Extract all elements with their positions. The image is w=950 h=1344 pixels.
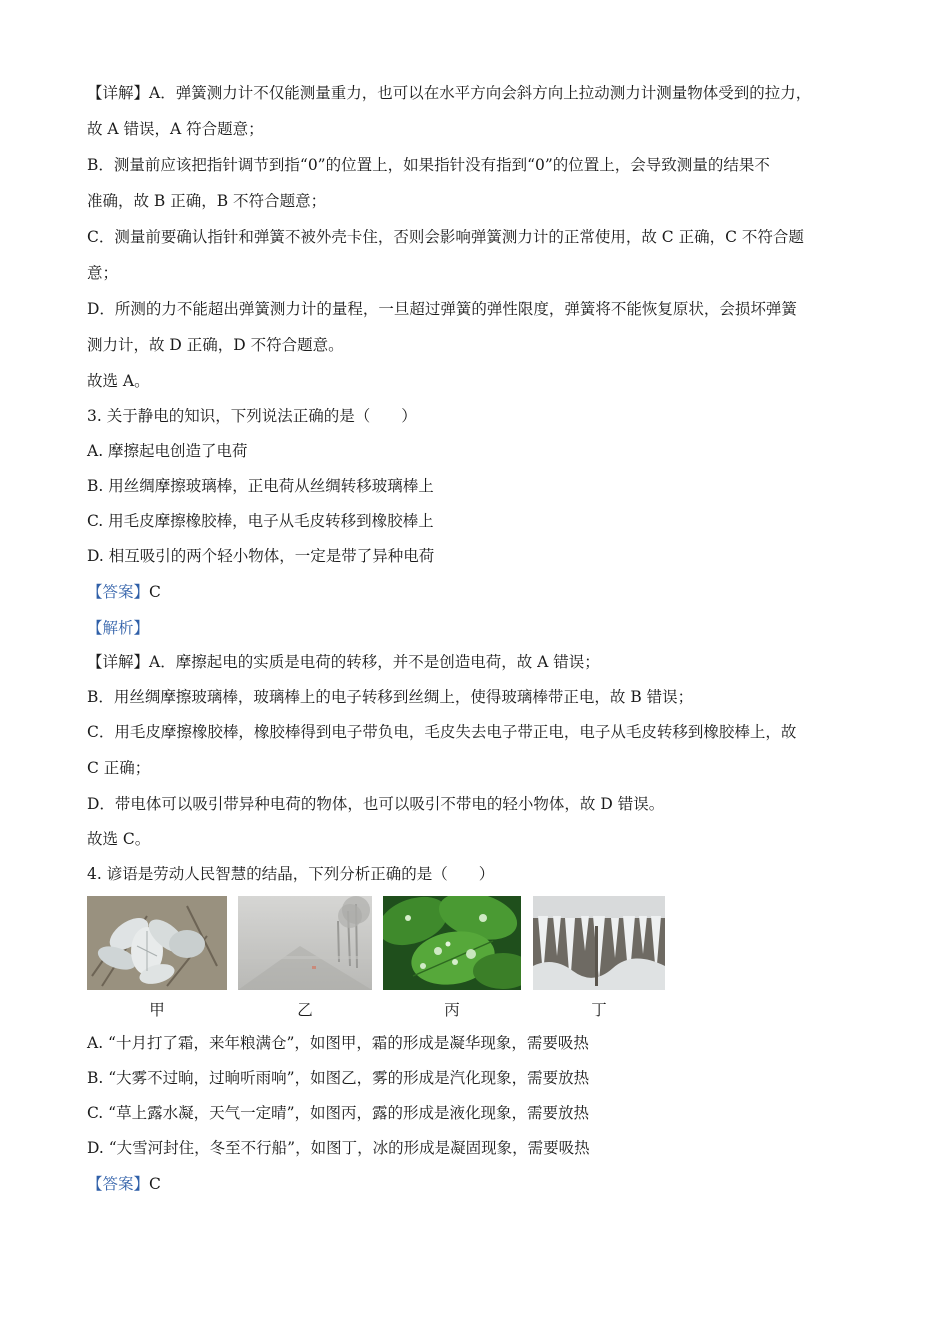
question-4-stem: 4. 谚语是劳动人民智慧的结晶，下列分析正确的是（ ） <box>87 865 495 883</box>
text-line: 故选 A。 <box>87 372 150 390</box>
analysis-label: 【解析】 <box>87 619 150 637</box>
text-line: C 正确； <box>87 759 151 777</box>
answer-line: 【答案】C <box>87 1175 161 1193</box>
question-3-option-d: D. 相互吸引的两个轻小物体，一定是带了异种电荷 <box>87 547 435 565</box>
frost-leaves-image <box>87 896 227 990</box>
text-line: B．测量前应该把指针调节到指“0”的位置上，如果指针没有指到“0”的位置上，会导致测量的结果不 <box>87 156 770 174</box>
icicles-image <box>533 896 665 990</box>
text-line: 【详解】A．摩擦起电的实质是电荷的转移，并不是创造电荷，故 A 错误； <box>87 653 600 671</box>
text-line: 故选 C。 <box>87 830 151 848</box>
figure-yi <box>238 896 372 1026</box>
text-line: 意； <box>87 264 119 282</box>
text-line: B．用丝绸摩擦玻璃棒，玻璃棒上的电子转移到丝绸上，使得玻璃棒带正电，故 B 错误； <box>87 688 694 706</box>
question-4-option-d: D. “大雪河封住，冬至不行船”，如图丁，冰的形成是凝固现象，需要吸热 <box>87 1139 590 1157</box>
text-line: C．测量前要确认指针和弹簧不被外壳卡住，否则会影响弹簧测力计的正常使用，故 C 正确，C 不符合题 <box>87 228 804 246</box>
answer-line: 【答案】C <box>87 583 161 601</box>
foggy-road-image <box>238 896 372 990</box>
figure-caption: 丙 <box>444 1001 460 1019</box>
text-line: 【详解】A．弹簧测力计不仅能测量重力，也可以在水平方向会斜方向上拉动测力计测量物体受到的拉力， <box>87 84 812 102</box>
dew-leaves-image <box>383 896 521 990</box>
answer-label: 【答案】 <box>87 1175 150 1193</box>
text-line: 准确，故 B 正确，B 不符合题意； <box>87 192 327 210</box>
text-line: D．带电体可以吸引带异种电荷的物体，也可以吸引不带电的轻小物体，故 D 错误。 <box>87 795 665 813</box>
question-3-option-b: B. 用丝绸摩擦玻璃棒，正电荷从丝绸转移玻璃棒上 <box>87 477 434 495</box>
figure-bing <box>383 896 521 1026</box>
text-line: D．所测的力不能超出弹簧测力计的量程，一旦超过弹簧的弹性限度，弹簧将不能恢复原状，会损坏弹簧 <box>87 300 797 318</box>
text-line: 测力计，故 D 正确，D 不符合题意。 <box>87 336 344 354</box>
text-line: C．用毛皮摩擦橡胶棒，橡胶棒得到电子带负电，毛皮失去电子带正电，电子从毛皮转移到橡胶棒上，故 <box>87 723 797 741</box>
text-line: 故 A 错误，A 符合题意； <box>87 120 264 138</box>
question-3-option-a: A. 摩擦起电创造了电荷 <box>87 442 248 460</box>
figure-row <box>87 896 677 1026</box>
question-3-option-c: C. 用毛皮摩擦橡胶棒，电子从毛皮转移到橡胶棒上 <box>87 512 434 530</box>
figure-jia <box>87 896 227 1026</box>
analysis-line <box>87 617 149 639</box>
figure-caption: 乙 <box>297 1001 313 1019</box>
question-4-option-a: A. “十月打了霜，来年粮满仓”，如图甲，霜的形成是凝华现象，需要吸热 <box>87 1034 589 1052</box>
question-4-option-c: C. “草上露水凝，天气一定晴”，如图丙，露的形成是液化现象，需要放热 <box>87 1104 590 1122</box>
answer-label: 【答案】 <box>87 583 150 601</box>
figure-ding <box>533 896 665 1026</box>
figure-caption: 丁 <box>591 1001 607 1019</box>
question-4-option-b: B. “大雾不过晌，过晌听雨响”，如图乙，雾的形成是汽化现象，需要放热 <box>87 1069 590 1087</box>
figure-caption: 甲 <box>149 1001 165 1019</box>
question-3-stem: 3. 关于静电的知识，下列说法正确的是（ ） <box>87 407 417 425</box>
